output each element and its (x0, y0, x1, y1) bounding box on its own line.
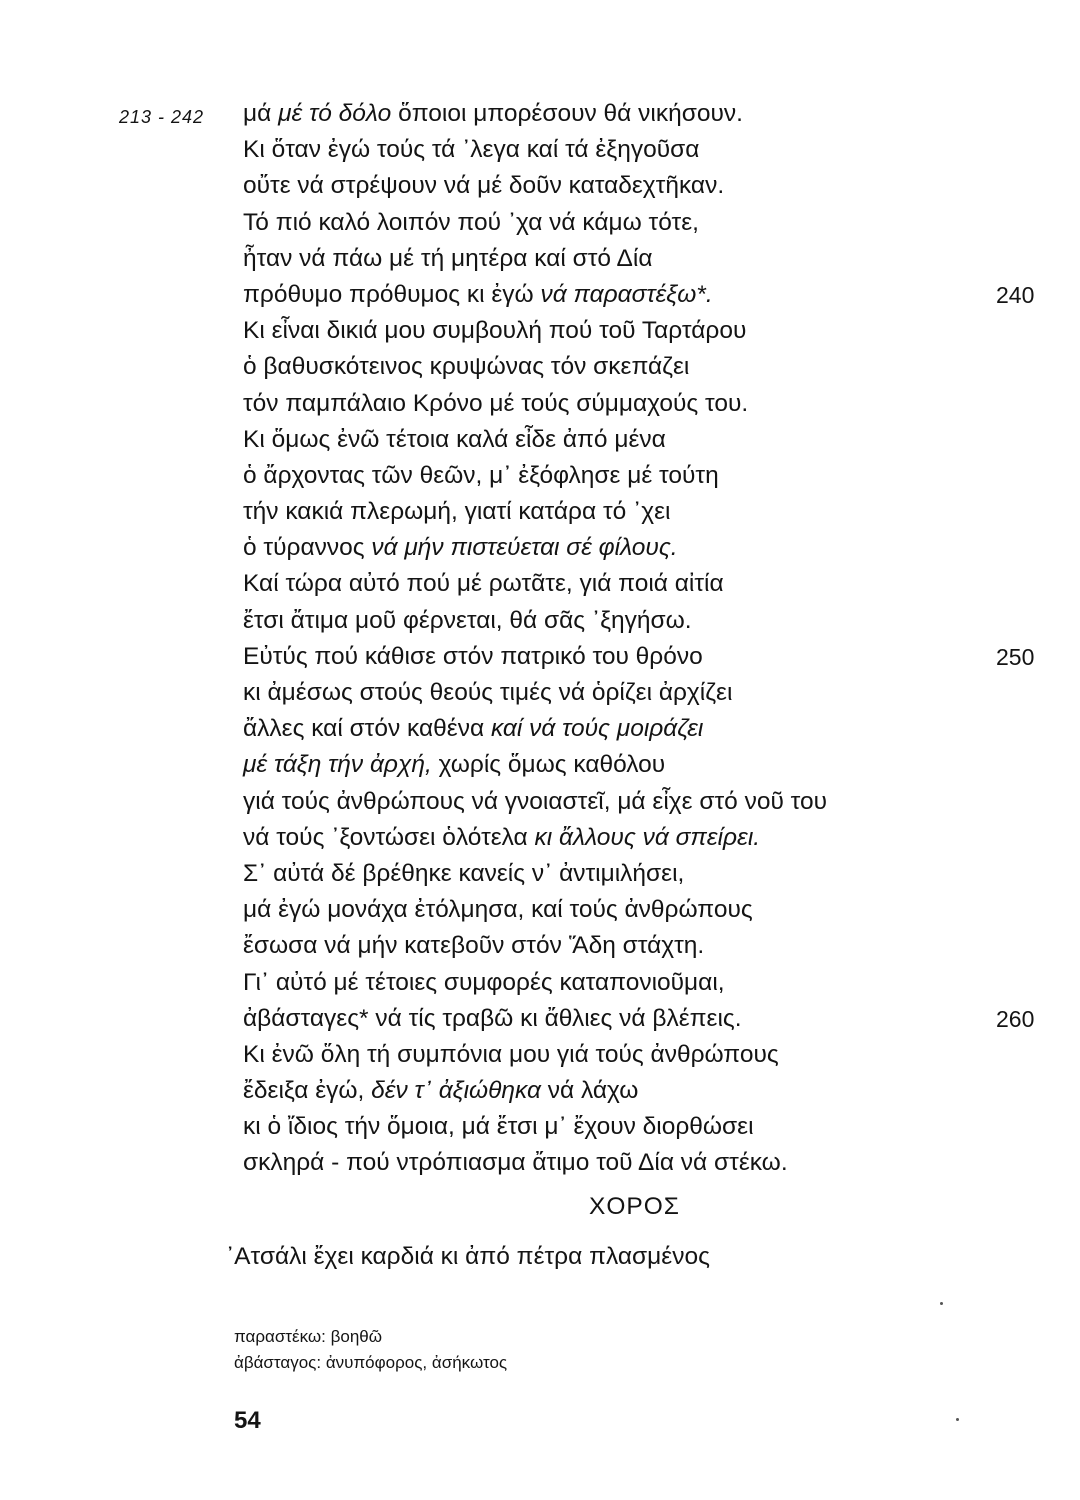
verse-segment: Κι εἶναι δικιά μου συμβουλή πού τοῦ Ταρτάρου (243, 317, 747, 345)
verse-line (243, 675, 1043, 711)
verse-line (243, 1001, 1043, 1037)
chorus-line: ᾽Ατσάλι ἔχει καρδιά κι ἀπό πέτρα πλασμένος (226, 1243, 710, 1270)
verse-line (243, 566, 1043, 602)
verse-line (243, 928, 1043, 964)
verse-segment: Γι᾽ αὐτό μέ τέτοιες συμφορές καταπονιοῦμαι, (243, 968, 725, 996)
verse-segment: μά (243, 100, 279, 127)
line-range: 213 - 242 (119, 107, 205, 127)
verse-segment: γιά τούς ἀνθρώπους νά γνοιαστεῖ, μά εἶχε στό νοῦ του (243, 787, 828, 815)
verse-line (243, 241, 1043, 277)
verse-segment: τόν παμπάλαιο Κρόνο μέ τούς σύμμαχούς του. (243, 389, 749, 417)
verse-segment: κι ὁ ἴδιος τήν ὅμοια, μά ἔτσι μ᾽ ἔχουν διορθώσει (243, 1113, 754, 1141)
verse-line (243, 711, 1043, 747)
verse-line (243, 892, 1043, 928)
verse-line (243, 856, 1043, 892)
verse-segment: ὁ ἄρχοντας τῶν θεῶν, μ᾽ ἐξόφλησε μέ τούτη (243, 461, 719, 489)
verse-segment-italic: μέ τό δόλο (278, 100, 392, 127)
verse-segment-italic: κι ἄλλους νά σπείρει. (534, 823, 761, 851)
verse-line (243, 530, 1043, 566)
verse-segment: Σ᾽ αὐτά δέ βρέθηκε κανείς ν᾽ ἀντιμιλήσει, (243, 859, 685, 887)
verse-line (243, 603, 1043, 639)
verse-segment: μά ἐγώ μονάχα ἐτόλμησα, καί τούς ἀνθρώπους (243, 896, 753, 924)
verse-segment: Κι ὅμως ἐνῶ τέτοια καλά εἶδε ἀπό μένα (243, 425, 666, 453)
print-speck (956, 1418, 959, 1421)
footnote: ἀβάσταγος: ἀνυπόφορος, ἀσήκωτος (234, 1353, 508, 1372)
verse-line (243, 494, 1043, 530)
verse-line (243, 747, 1043, 783)
verse-segment-italic: καί νά τούς μοιράζει (490, 715, 704, 743)
verse-line (243, 1145, 1043, 1181)
verse-line (243, 784, 1043, 820)
verse-segment: Κι ὅταν ἐγώ τούς τά ᾽λεγα καί τά ἐξηγοῦσα (243, 136, 700, 164)
verse-line (243, 205, 1043, 241)
verse-segment-italic: νά παραστέξω*. (540, 280, 713, 308)
verse-line (243, 132, 1043, 168)
verse-line (243, 1037, 1043, 1073)
verse-segment: τήν κακιά πλερωμή, γιατί κατάρα τό ᾽χει (243, 498, 671, 526)
verse-line (243, 96, 1043, 132)
verse-segment: πρόθυμο πρόθυμος κι ἐγώ (243, 280, 541, 308)
verse-segment: οὔτε νά στρέψουν νά μέ δοῦν καταδεχτῆκαν. (243, 172, 725, 200)
verse-line (243, 820, 1043, 856)
verse-block (243, 96, 1043, 1182)
footnote: παραστέκω: βοηθῶ (234, 1327, 383, 1346)
verse-segment: Καί τώρα αὐτό πού μέ ρωτᾶτε, γιά ποιά αἰτία (243, 570, 724, 598)
verse-line (243, 386, 1043, 422)
verse-segment: ὁ βαθυσκότεινος κρυψώνας τόν σκεπάζει (243, 353, 690, 381)
verse-segment: κι ἀμέσως στούς θεούς τιμές νά ὁρίζει ἀρχίζει (243, 679, 733, 706)
verse-line (243, 168, 1043, 204)
verse-segment: ἀβάσταγες* νά τίς τραβῶ κι ἄθλιες νά βλέπεις. (243, 1004, 742, 1032)
verse-segment: ἔτσι ἄτιμα μοῦ φέρνεται, θά σᾶς ᾽ξηγήσω. (243, 606, 692, 634)
verse-segment: ὁ τύραννος (243, 534, 372, 562)
verse-line (243, 639, 1043, 675)
verse-line (243, 277, 1043, 313)
print-speck (940, 1302, 943, 1305)
verse-segment: νά λάχω (540, 1077, 639, 1105)
page-number: 54 (234, 1407, 261, 1434)
verse-line (243, 349, 1043, 385)
verse-segment-italic: δέν τ᾽ ἀξιώθηκα (371, 1077, 541, 1105)
verse-segment: ὅποιοι μπορέσουν θά νικήσουν. (391, 100, 743, 127)
speaker-name: ΧΟΡΟΣ (589, 1193, 680, 1220)
verse-segment: ἦταν νά πάω μέ τή μητέρα καί στό Δία (243, 244, 653, 272)
verse-segment: Εὐτύς πού κάθισε στόν πατρικό του θρόνο (243, 642, 703, 670)
verse-number: 240 (996, 281, 1035, 308)
verse-line (243, 422, 1043, 458)
footnotes (234, 1324, 507, 1376)
verse-segment: Κι ἐνῶ ὅλη τή συμπόνια μου γιά τούς ἀνθρώπους (243, 1040, 779, 1068)
verse-line (243, 313, 1043, 349)
verse-segment: ἄλλες καί στόν καθένα (243, 715, 491, 743)
verse-segment: ἔσωσα νά μήν κατεβοῦν στόν Ἅδη στάχτη. (243, 932, 705, 960)
verse-line (243, 965, 1043, 1001)
verse-number: 260 (996, 1005, 1035, 1032)
verse-number: 250 (996, 643, 1035, 670)
verse-segment: Τό πιό καλό λοιπόν πού ᾽χα νά κάμω τότε, (243, 208, 699, 236)
verse-line (243, 1073, 1043, 1109)
verse-segment-italic: νά μήν πιστεύεται σέ φίλους. (371, 534, 678, 562)
verse-segment: σκληρά - πού ντρόπιασμα ἄτιμο τοῦ Δία νά στέκω. (243, 1149, 788, 1177)
verse-segment-italic: μέ τάξη τήν ἀρχή, (243, 751, 432, 779)
verse-segment: χωρίς ὅμως καθόλου (431, 751, 666, 779)
verse-segment: νά τούς ᾽ξοντώσει ὁλότελα (243, 823, 535, 851)
verse-line (243, 458, 1043, 494)
verse-segment: ἔδειξα ἐγώ, (243, 1077, 372, 1105)
verse-line (243, 1109, 1043, 1145)
